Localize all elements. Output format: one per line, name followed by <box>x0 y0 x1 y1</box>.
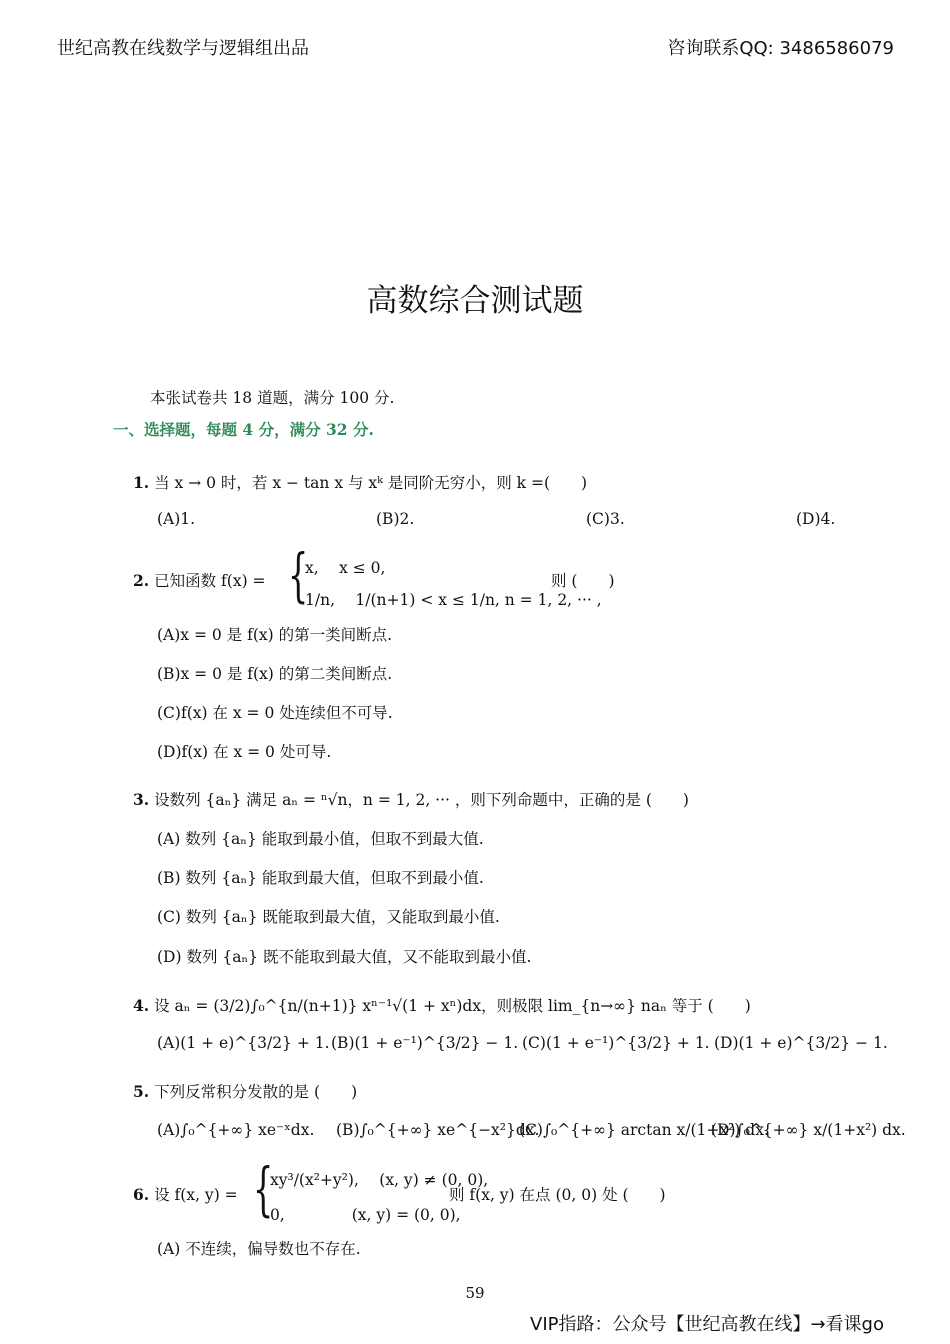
question-6 <box>133 1183 238 1205</box>
question-stem-post: 则 ( ) <box>551 572 615 590</box>
question-4 <box>133 994 751 1016</box>
option-c: (C) 数列 {aₙ} 既能取到最大值，又能取到最小值. <box>157 908 500 926</box>
question-stem-post: 则 f(x, y) 在点 (0, 0) 处 ( ) <box>449 1186 666 1204</box>
option-a: (A)x = 0 是 f(x) 的第一类间断点. <box>157 626 393 644</box>
question-number: 4. <box>133 996 150 1015</box>
option-a: (A)1. <box>157 510 196 528</box>
case-1: xy³/(x²+y²), (x, y) ≠ (0, 0), <box>270 1171 489 1189</box>
case-2: 0, (x, y) = (0, 0), <box>270 1206 461 1224</box>
option-d: (D)∫₀^{+∞} x/(1+x²) dx. <box>711 1121 906 1139</box>
intro-text: 本张试卷共 18 道题，满分 100 分. <box>150 389 395 407</box>
option-c: (C)∫₀^{+∞} arctan x/(1+x²) dx. <box>519 1121 769 1139</box>
option-c: (C)f(x) 在 x = 0 处连续但不可导. <box>157 704 393 722</box>
section-heading: 一、选择题，每题 4 分，满分 32 分. <box>113 420 374 439</box>
question-2 <box>133 569 266 591</box>
page-number: 59 <box>465 1284 485 1302</box>
option-b: (B)x = 0 是 f(x) 的第二类间断点. <box>157 665 393 683</box>
question-number: 2. <box>133 571 150 590</box>
option-a: (A)(1 + e)^{3/2} + 1. <box>157 1034 330 1052</box>
option-d: (D)(1 + e)^{3/2} − 1. <box>714 1034 888 1052</box>
option-b: (B)2. <box>376 510 415 528</box>
option-a: (A) 不连续，偏导数也不存在. <box>157 1240 361 1258</box>
question-5 <box>133 1080 357 1102</box>
question-stem: 下列反常积分发散的是 ( ) <box>154 1083 358 1101</box>
option-c: (C)3. <box>586 510 625 528</box>
header-left: 世纪高教在线数学与逻辑组出品 <box>57 38 309 59</box>
option-d: (D)4. <box>796 510 836 528</box>
left-brace: { <box>253 1155 274 1223</box>
question-stem: 设数列 {aₙ} 满足 aₙ = ⁿ√n，n = 1, 2, ··· ，则下列命题中，正确的是 ( ) <box>154 791 689 809</box>
option-a: (A) 数列 {aₙ} 能取到最小值，但取不到最大值. <box>157 830 484 848</box>
case-1: x, x ≤ 0, <box>305 559 386 577</box>
question-number: 5. <box>133 1082 150 1101</box>
option-b: (B)∫₀^{+∞} xe^{−x²}dx. <box>336 1121 540 1139</box>
option-d: (D)f(x) 在 x = 0 处可导. <box>157 743 332 761</box>
option-b: (B)(1 + e⁻¹)^{3/2} − 1. <box>331 1034 519 1052</box>
option-a: (A)∫₀^{+∞} xe⁻ˣdx. <box>157 1121 315 1139</box>
question-stem: 当 x → 0 时，若 x − tan x 与 xᵏ 是同阶无穷小，则 k =( ) <box>154 474 588 492</box>
question-stem-pre: 设 f(x, y) = <box>154 1186 238 1204</box>
option-b: (B) 数列 {aₙ} 能取到最大值，但取不到最小值. <box>157 869 484 887</box>
left-brace: { <box>288 541 309 609</box>
option-d: (D) 数列 {aₙ} 既不能取到最大值，又不能取到最小值. <box>157 948 532 966</box>
header-right: 咨询联系QQ: 3486586079 <box>667 38 894 59</box>
case-2: 1/n, 1/(n+1) < x ≤ 1/n, n = 1, 2, ··· , <box>305 591 602 609</box>
footer-text: VIP指路：公众号【世纪高教在线】→看课go <box>530 1314 884 1335</box>
question-number: 6. <box>133 1185 150 1204</box>
question-number: 1. <box>133 473 150 492</box>
question-stem: 设 aₙ = (3/2)∫₀^{n/(n+1)} xⁿ⁻¹√(1 + xⁿ)dx，则极限 lim_{n→∞} naₙ 等于 ( ) <box>154 997 751 1015</box>
question-3 <box>133 788 689 810</box>
question-1 <box>133 471 587 493</box>
page-title: 高数综合测试题 <box>366 283 584 319</box>
question-number: 3. <box>133 790 150 809</box>
question-stem-pre: 已知函数 f(x) = <box>154 572 266 590</box>
option-c: (C)(1 + e⁻¹)^{3/2} + 1. <box>522 1034 710 1052</box>
